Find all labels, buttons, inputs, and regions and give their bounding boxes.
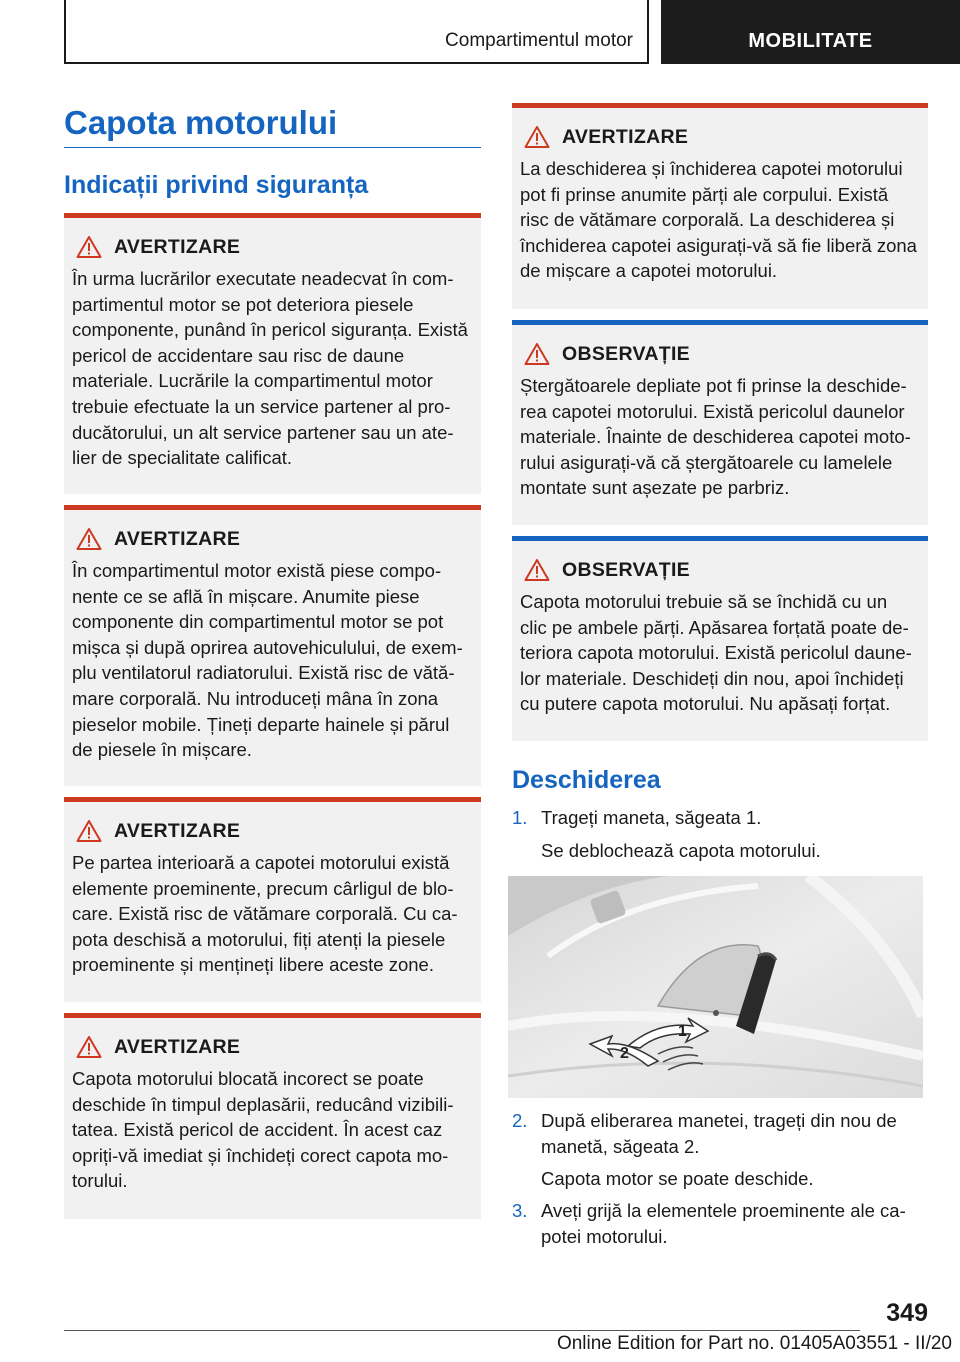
box-heading: OBSERVAȚIE — [562, 342, 690, 365]
box-header — [72, 524, 471, 554]
box-text: Capota motorului trebuie să se închidă cu un clic pe ambele părți. Apăsarea forțată poate de-teriora capota motorului. Există pericolul daune-lor materiale. Deschideți din nou, apoi închideți cu putere capota motorului. Nu apăsați forțat. — [520, 591, 912, 715]
title-divider — [64, 147, 481, 148]
warning-box — [64, 797, 481, 1002]
warning-triangle-icon — [76, 235, 102, 259]
header-chapter-tab — [661, 0, 960, 64]
step-result: Se deblochează capota motorului. — [541, 840, 821, 861]
box-header — [72, 1032, 471, 1062]
step-text: Aveți grijă la elementele proeminente ale ca-potei motorului. — [541, 1200, 906, 1247]
box-heading: AVERTIZARE — [114, 1035, 241, 1058]
box-text: În compartimentul motor există piese compo-nente ce se află în mișcare. Anumite piese componente din compartimentul motor se pot mișca și după oprirea autovehiculului, de exem-plu ventilatorul radiatorului. Există risc de vătă-mare corporală. Nu introduceți mâna în zona pieselor mobile. Țineți departe hainele și părul de piesele în mișcare. — [72, 560, 463, 761]
box-header — [520, 339, 918, 369]
opening-heading: Deschiderea — [512, 766, 661, 794]
hood-release-illustration — [508, 876, 923, 1098]
warning-triangle-icon — [76, 1035, 102, 1059]
box-header — [72, 816, 471, 846]
box-text: Pe partea interioară a capotei motorului există elemente proeminente, precum cârligul de blo-care. Există risc de vătămare corporală. Cu ca-pota deschisă a motorului, fiți atenți la piesele proeminente și mențineți libere aceste zone. — [72, 852, 458, 976]
arrow-label-2: 2 — [620, 1045, 629, 1062]
step-number: 1. — [512, 807, 528, 828]
footer-edition: Online Edition for Part no. 01405A03551 - II/20 — [556, 1333, 952, 1354]
arrow-label-1: 1 — [678, 1023, 687, 1040]
box-text: Capota motorului blocată incorect se poate deschide în timpul deplasării, reducând vizibili-tatea. Există pericol de accident. În acest caz opriți-vă imediat și închideți corect capota mo-torului. — [72, 1068, 454, 1192]
section-subtitle: Indicații privind siguranța — [64, 171, 369, 199]
step-number: 3. — [512, 1200, 528, 1221]
step-item — [512, 1108, 922, 1160]
footer-divider — [64, 1330, 860, 1331]
box-heading: OBSERVAȚIE — [562, 558, 690, 581]
step-number: 2. — [512, 1110, 528, 1131]
box-heading: AVERTIZARE — [114, 235, 241, 258]
notice-box — [512, 536, 928, 741]
box-header — [520, 122, 918, 152]
warning-triangle-icon — [76, 527, 102, 551]
warning-triangle-icon — [524, 558, 550, 582]
warning-box — [64, 505, 481, 786]
step-item — [512, 805, 922, 831]
warning-box — [64, 213, 481, 494]
notice-box — [512, 320, 928, 525]
step-text: După eliberarea manetei, trageți din nou de manetă, săgeata 2. — [541, 1110, 897, 1157]
warning-triangle-icon — [524, 342, 550, 366]
warning-triangle-icon — [76, 819, 102, 843]
box-heading: AVERTIZARE — [562, 125, 689, 148]
header-section-title: Compartimentul motor — [445, 30, 633, 51]
box-heading: AVERTIZARE — [114, 527, 241, 550]
header-section-box — [64, 0, 649, 64]
header-chapter-title: MOBILITATE — [748, 30, 873, 52]
box-text: La deschiderea și închiderea capotei motorului pot fi prinse anumite părți ale corpului. Există risc de vătămare corporală. La deschiderea și închiderea capotei asigurați-vă să fie liberă zona de mișcare a capotei motorului. — [520, 158, 917, 282]
box-text: Ștergătoarele depliate pot fi prinse la deschide-rea capotei motorului. Există pericolul daunelor materiale. Înainte de deschiderea capotei moto-rului asigurați-vă că ștergătoarele cu lamelele montate sunt așezate pe parbriz. — [520, 375, 911, 499]
box-text: În urma lucrărilor executate neadecvat în com-partimentul motor se pot deteriora piesele componente, punând în pericol siguranța. Există pericol de accidentare sau risc de daune materiale. Lucrările la compartimentul motor trebuie efectuate la un service partener al pro-ducătorului, un alt service partener sau un ate-lier de specialitate calificat. — [72, 268, 468, 469]
step-item — [512, 1198, 922, 1250]
warning-box — [64, 1013, 481, 1219]
warning-box — [512, 103, 928, 309]
hood-release-lever-figure — [508, 876, 923, 1098]
step-result: Capota motor se poate deschide. — [541, 1168, 814, 1189]
step-text: Trageți maneta, săgeata 1. — [541, 807, 762, 828]
page-number: 349 — [886, 1299, 928, 1327]
warning-triangle-icon — [524, 125, 550, 149]
box-header — [520, 555, 918, 585]
box-header — [72, 232, 471, 262]
box-heading: AVERTIZARE — [114, 819, 241, 842]
page-title: Capota motorului — [64, 104, 338, 141]
